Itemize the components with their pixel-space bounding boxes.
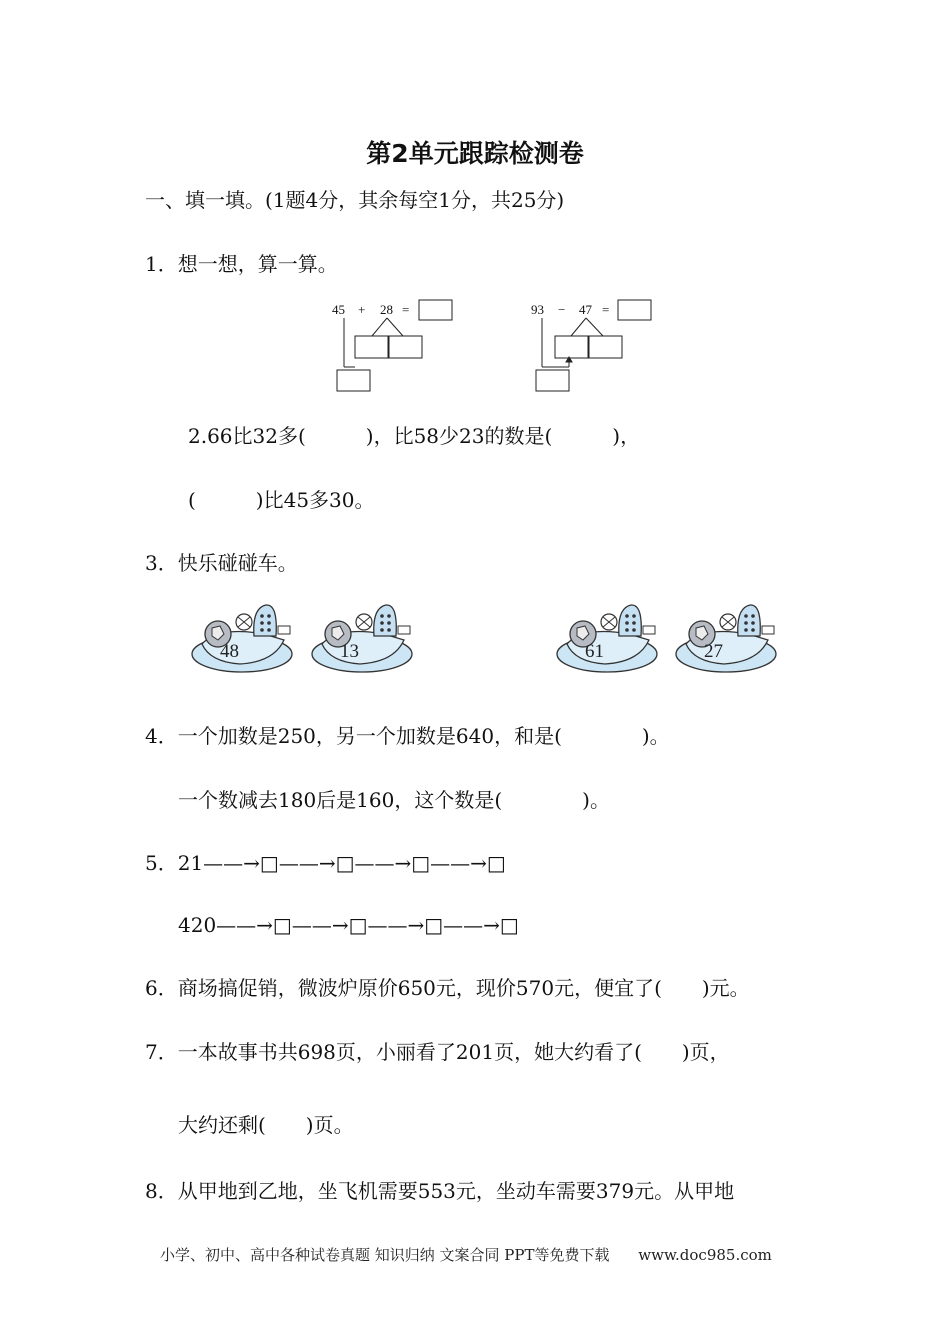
answer-box[interactable] — [419, 300, 452, 320]
footer-url[interactable]: www.doc985.com — [638, 1246, 772, 1264]
question-5-line-1: 5．21——→□——→□——→□——→□ — [145, 851, 506, 875]
section-heading: 一、填一填。(1题4分，其余每空1分，共25分) — [145, 188, 565, 212]
split-diagrams — [320, 295, 670, 395]
step-box[interactable] — [337, 370, 370, 391]
question-4-line-2: 一个数减去180后是160，这个数是( )。 — [178, 788, 610, 812]
subtraction-split-diagram — [531, 300, 651, 391]
car-number: 48 — [220, 641, 239, 662]
question-6: 6．商场搞促销，微波炉原价650元，现价570元，便宜了( )元。 — [145, 976, 750, 1000]
addition-split-diagram — [332, 300, 452, 391]
split-box-right[interactable] — [389, 336, 422, 358]
page-title: 第2单元跟踪检测卷 — [366, 139, 584, 168]
question-5-line-2: 420——→□——→□——→□——→□ — [178, 913, 519, 937]
addend-a: 45 — [332, 302, 345, 317]
question-2-line-2: ( )比45多30。 — [188, 488, 375, 512]
split-box-left[interactable] — [355, 336, 388, 358]
car-number: 13 — [340, 641, 359, 662]
question-3: 3．快乐碰碰车。 — [145, 551, 298, 575]
bumper-car — [676, 605, 776, 672]
operator-plus: + — [358, 302, 366, 317]
split-box-left[interactable] — [555, 336, 588, 358]
bumper-cars — [180, 600, 800, 682]
bumper-car — [557, 605, 657, 672]
question-8-line-1: 8．从甲地到乙地，坐飞机需要553元，坐动车需要379元。从甲地 — [145, 1179, 735, 1203]
footer-text: 小学、初中、高中各种试卷真题 知识归纳 文案合同 PPT等免费下载 — [160, 1246, 610, 1264]
equals-sign: = — [602, 302, 610, 317]
equals-sign: = — [402, 302, 410, 317]
minuend: 93 — [531, 302, 544, 317]
car-number: 27 — [704, 641, 723, 662]
split-box-right[interactable] — [589, 336, 622, 358]
addend-b: 28 — [380, 302, 393, 317]
question-7-line-1: 7．一本故事书共698页，小丽看了201页，她大约看了( )页， — [145, 1040, 730, 1064]
question-4-line-1: 4．一个加数是250，另一个加数是640，和是( )。 — [145, 724, 670, 748]
step-box[interactable] — [536, 370, 569, 391]
subtrahend: 47 — [579, 302, 592, 317]
operator-minus: − — [558, 302, 566, 317]
bumper-car — [312, 605, 412, 672]
question-2-line-1: 2.66比32多( )，比58少23的数是( )， — [188, 424, 641, 448]
question-1: 1．想一想，算一算。 — [145, 252, 338, 276]
answer-box[interactable] — [618, 300, 651, 320]
car-number: 61 — [585, 641, 604, 662]
bumper-car — [192, 605, 292, 672]
page-footer — [160, 1244, 772, 1265]
question-7-line-2: 大约还剩( )页。 — [178, 1113, 354, 1137]
